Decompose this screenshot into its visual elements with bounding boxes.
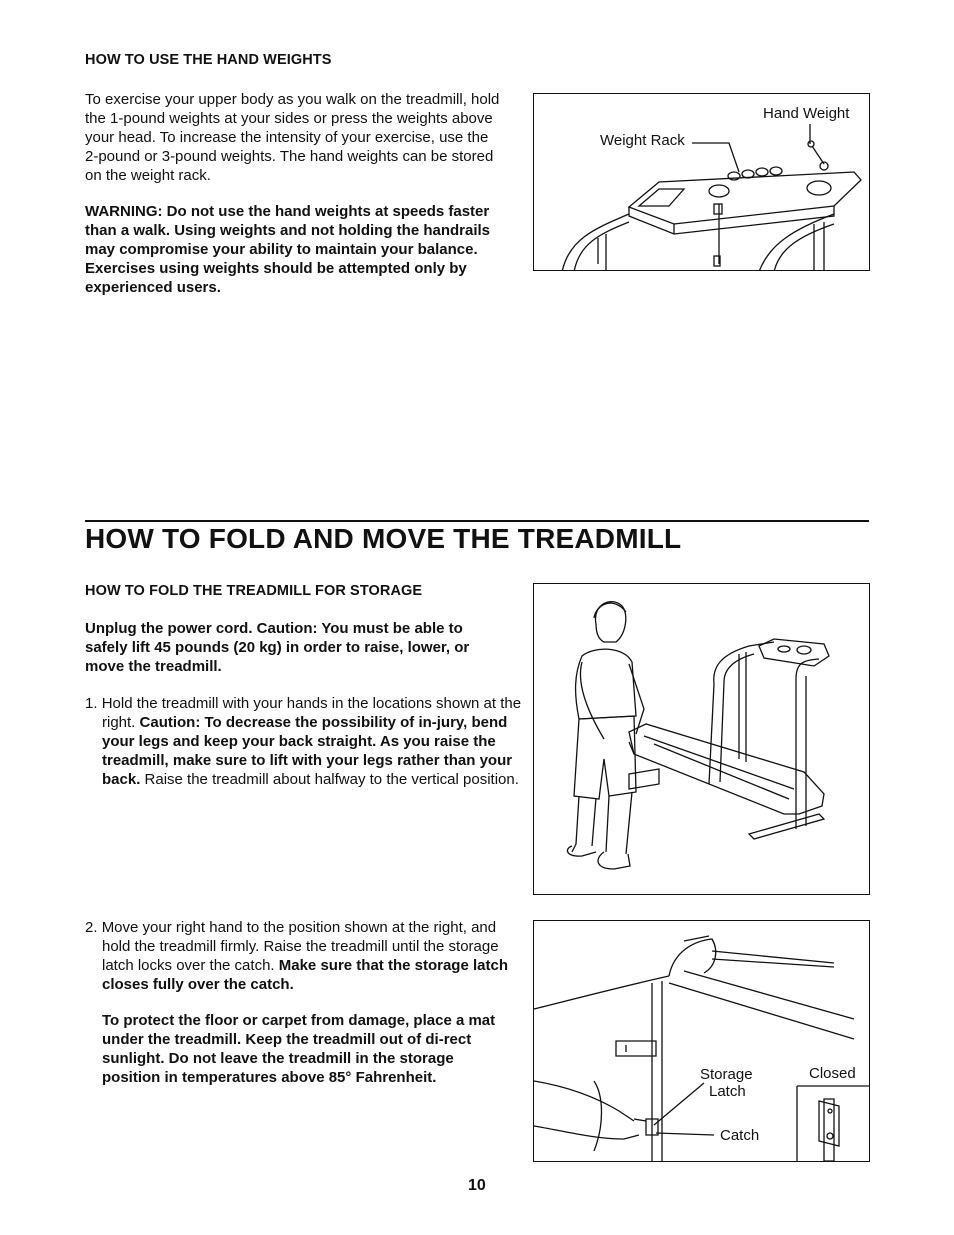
storage-latch-illustration: [534, 921, 870, 1162]
step-1-text-end: Raise the treadmill about halfway to the vertical position.: [140, 771, 519, 788]
storage-latch-figure: [533, 920, 870, 1162]
hand-weights-paragraph: To exercise your upper body as you walk on the treadmill, hold the 1-pound weights at your sides or press the weights above your head. To increase the intensity of your exercise, use the 2-pound or 3-pound weights. The hand weights can be stored on the weight rack.: [85, 91, 500, 184]
lifting-figure: [533, 583, 870, 895]
unplug-caution: Unplug the power cord. Caution: You must be able to safely lift 45 pounds (20 kg) in order to raise, lower, or move the treadmill.: [85, 620, 470, 675]
storage-label: Storage: [700, 1066, 753, 1083]
page-number: 10: [468, 1177, 486, 1194]
hand-weights-heading: HOW TO USE THE HAND WEIGHTS: [85, 52, 332, 68]
person-lifting-treadmill-illustration: [534, 584, 870, 895]
hand-weight-label: Hand Weight: [763, 105, 850, 122]
floor-protection-note: To protect the floor or carpet from damage, place a mat under the treadmill. Keep the treadmill out of di-rect sunlight. Do not leave the treadmill in the storage position in temperatures above 85° Fahrenheit.: [102, 1012, 496, 1086]
closed-label: Closed: [809, 1065, 856, 1082]
latch-label: Latch: [709, 1083, 746, 1100]
storage-heading: HOW TO FOLD THE TREADMILL FOR STORAGE: [85, 583, 423, 599]
step-2-number: 2.: [85, 919, 98, 936]
step-1-number: 1.: [85, 695, 98, 712]
section-divider: [85, 520, 869, 522]
step-2-text: Move your right hand to the position shown at the right, and hold the treadmill firmly. Raise the treadmill until the storage latch locks over the catch.: [101, 919, 499, 974]
step-1: [85, 694, 524, 789]
weight-rack-label: Weight Rack: [600, 132, 685, 149]
catch-label: Catch: [720, 1127, 760, 1144]
step-1-caution: Caution: To decrease the possibility of in-jury, bend your legs and keep your back straight. As you raise the treadmill, make sure to lift with your legs rather than your back.: [102, 714, 513, 788]
step-2-note: Make sure that the storage latch closes fully over the catch.: [102, 957, 508, 993]
hand-weights-figure: [533, 93, 870, 271]
step-1-text: Hold the treadmill with your hands in the locations shown at the right.: [101, 695, 522, 731]
section-title: HOW TO FOLD AND MOVE THE TREADMILL: [85, 523, 682, 554]
step-2: [85, 918, 517, 994]
hand-weights-warning: WARNING: Do not use the hand weights at speeds faster than a walk. Using weights and not holding the handrails may compromise your ability to maintain your balance. Exercises using weights should be attempted only by experienced users.: [85, 203, 491, 296]
